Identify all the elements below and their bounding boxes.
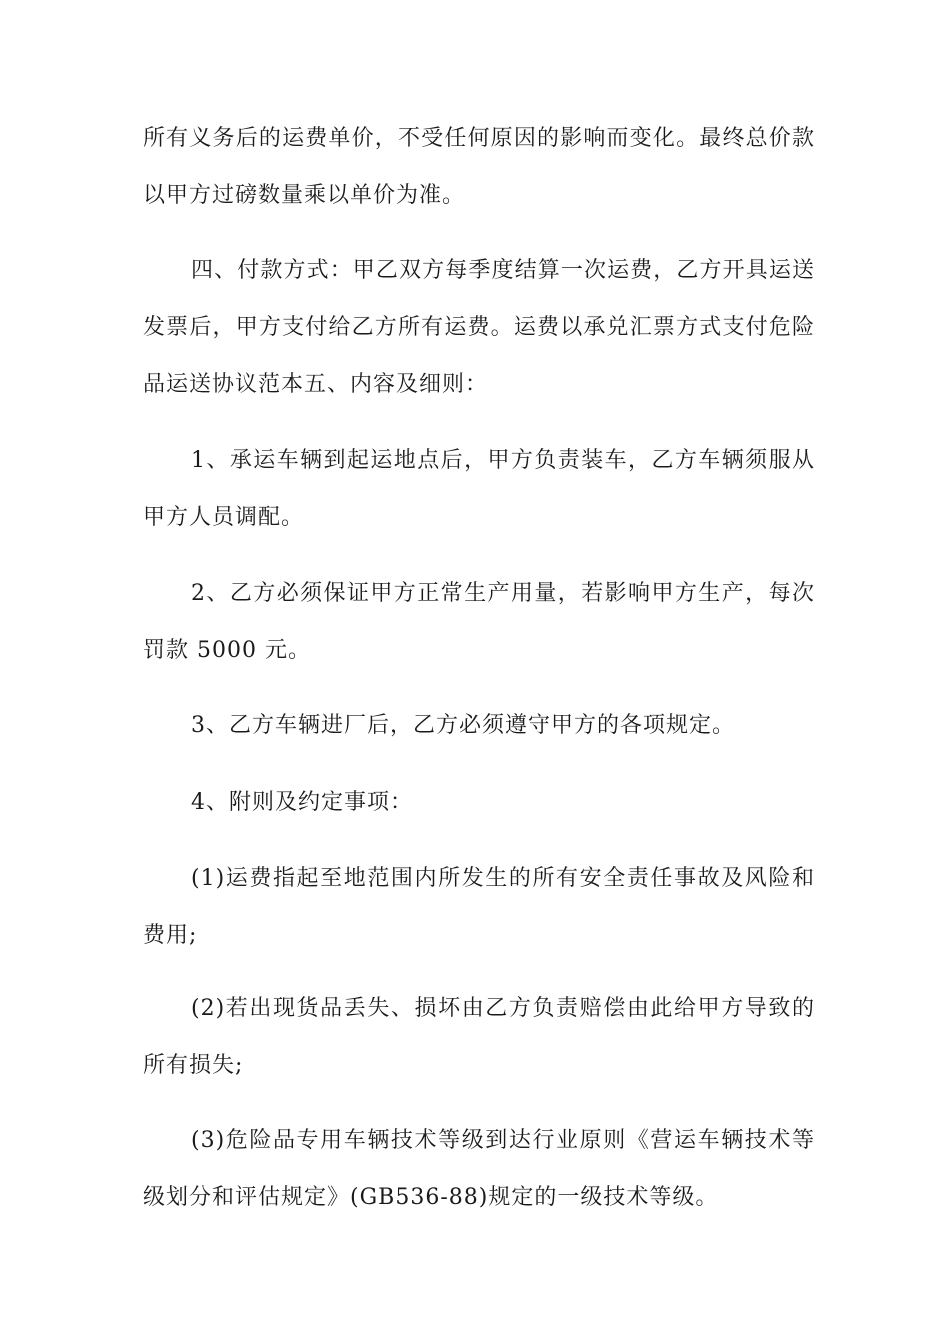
paragraph-payment-method: 四、付款方式：甲乙双方每季度结算一次运费，乙方开具运送发票后，甲方支付给乙方所有运费。运费以承兑汇票方式支付危险品运送协议范本五、内容及细则： [143, 258, 815, 397]
paragraph-price-continuation: 所有义务后的运费单价，不受任何原因的影响而变化。最终总价款以甲方过磅数量乘以单价为准。 [143, 126, 815, 208]
paragraph-clause-2: 2、乙方必须保证甲方正常生产用量，若影响甲方生产，每次罚款 5000 元。 [143, 581, 815, 663]
paragraph-item-1: (1)运费指起至地范围内所发生的所有安全责任事故及风险和费用; [143, 866, 815, 948]
paragraph-clause-1: 1、承运车辆到起运地点后，甲方负责装车，乙方车辆须服从甲方人员调配。 [143, 448, 815, 530]
paragraph-clause-3: 3、乙方车辆进厂后，乙方必须遵守甲方的各项规定。 [191, 713, 735, 738]
paragraph-clause-4-heading: 4、附则及约定事项： [191, 790, 413, 815]
paragraph-item-2: (2)若出现货品丢失、损坏由乙方负责赔偿由此给甲方导致的所有损失; [143, 996, 815, 1078]
paragraph-item-3: (3)危险品专用车辆技术等级到达行业原则《营运车辆技术等级划分和评估规定》(GB536-88)规定的一级技术等级。 [143, 1128, 815, 1210]
